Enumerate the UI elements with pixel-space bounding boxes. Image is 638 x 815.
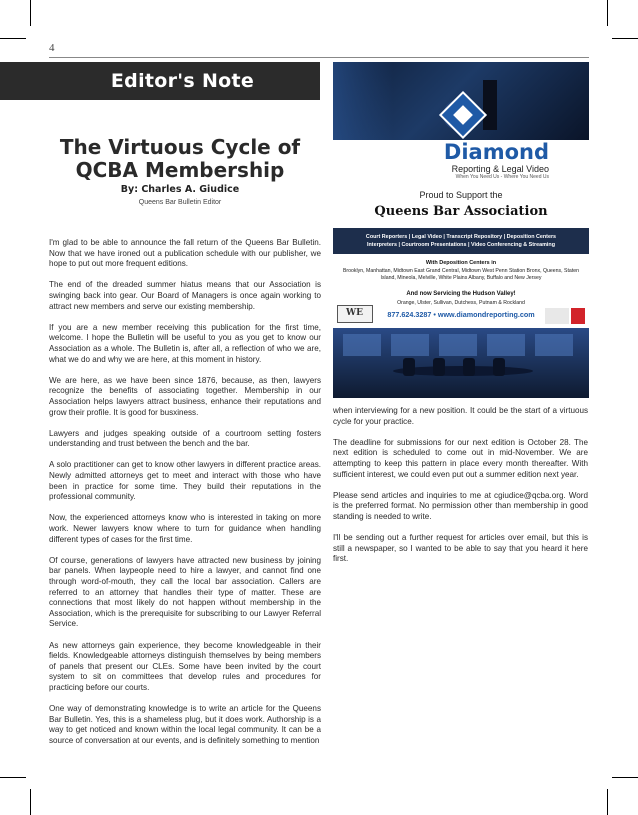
crop-mark (0, 777, 26, 778)
paragraph: If you are a new member receiving this publication for the first time, welcome. I hope the Bulletin will be useful to you as you get to know our Association as a whole. The Bulletin is, after all, a reflection of who we are, what we do and why we are here, at this moment in history. (49, 322, 321, 364)
article-title (40, 136, 320, 182)
ad-depo-title: With Deposition Centers in (425, 260, 497, 266)
ad-brand-tagline: When You Need Us - Where You Need Us (455, 174, 549, 180)
paragraph: As new attorneys gain experience, they become knowledgeable in their fields. Knowledgeable attorneys distinguish themselves by being members of panels that present our CLEs. Some have been invited by the court system to sit on committees that develop rules and procedures for practicing before our courts. (49, 640, 321, 692)
photo-chair (493, 358, 505, 376)
ad-depo-text: Brooklyn, Manhattan, Midtown East Grand Central, Midtown West Penn Station Bronx, Queens, Staten Island, Mineola, Melville, White Plains Albany, Buffalo and New Jersey (342, 268, 580, 281)
ad-contact: 877.624.3287 • www.diamondreporting.com (387, 310, 535, 319)
section-title: Editor's Note (110, 70, 255, 92)
ad-proud-text: Proud to Support the (419, 190, 503, 200)
top-rule (49, 57, 589, 58)
photo-window (391, 334, 429, 356)
paragraph: Now, the experienced attorneys know who is interested in taking on more work. Newer lawyers know where to turn for guidance when handling different types of cases for the first time. (49, 513, 321, 544)
crop-mark (612, 777, 638, 778)
paragraph: Please send articles and inquiries to me at cgiudice@qcba.org. Word is the preferred format. No permission other than membership in good standing is needed to write. (333, 490, 588, 521)
byline-role: Queens Bar Bulletin Editor (138, 199, 222, 206)
page-number: 4 (49, 42, 55, 54)
photo-glow (333, 62, 393, 140)
crop-mark (30, 0, 31, 26)
ad-brand-sub: Reporting & Legal Video (451, 164, 549, 174)
ad-services-bar (333, 228, 589, 254)
article-title-line2: QCBA Membership (75, 158, 285, 182)
diamond-advertisement (333, 62, 589, 398)
crop-mark (607, 789, 608, 815)
ad-association: Queens Bar Association (374, 204, 548, 219)
diamond-logo-inner (453, 105, 473, 125)
photo-chair (463, 358, 475, 376)
partner-logo-text-block (545, 308, 569, 324)
ad-hudson-text: Orange, Ulster, Sullivan, Dutchess, Putnam & Rockland (397, 300, 525, 306)
article-column-left (49, 238, 321, 757)
crop-mark (607, 0, 608, 26)
paragraph: One way of demonstrating knowledge is to write an article for the Queens Bar Bulletin. Yes, this is a shameless plug, but it does work. Authorship is a way to get noticed and known within the local legal community. It can be a source of conversation at our events, and is definitely something to mention (49, 704, 321, 745)
photo-chair (433, 358, 445, 376)
photo-window (343, 334, 381, 356)
paragraph: The end of the dreaded summer hiatus means that our Association is swinging back into gear. Our Board of Managers is once again working to attract new members and serve our existing membership. (49, 280, 321, 311)
paragraph: Lawyers and judges speaking outside of a courtroom setting fosters understanding and trust between the bench and the bar. (49, 428, 321, 449)
ad-services-line2: Interpreters | Courtroom Presentations | Video Conferencing & Streaming (366, 242, 556, 248)
paragraph: The deadline for submissions for our next edition is October 28. The next edition is scheduled to come out in mid-November. We are attempting to keep this pattern in place every month thereafter. With sufficient interest, we could even put out a summer edition next year. (333, 437, 588, 479)
photo-window (487, 334, 525, 356)
article-title-line1: The Virtuous Cycle of (59, 135, 301, 159)
paragraph: A solo practitioner can get to know other lawyers in different practice areas. Newly admitted attorneys get to meet and interact with those who have been in practice for some time. They build their reputations in the professional community. (49, 460, 321, 502)
ad-award-badge-icon (337, 305, 373, 323)
paragraph: Of course, generations of lawyers have attracted new business by joining bar panels. When laypeople need to hire a lawyer, and cannot find one through word-of-mouth, they call the local bar association. Callers are referred to an attorney that handles their type of matter. These are connections that most likely do not happen without membership in the Association, which is the prerequisite for subscribing to our Lawyer Referral Service. (49, 555, 321, 629)
photo-shape (483, 80, 497, 130)
crop-mark (612, 38, 638, 39)
byline: By: Charles A. Giudice (120, 184, 240, 195)
partner-logo-red-block (571, 308, 585, 324)
ad-photo-conference-room (333, 328, 589, 398)
photo-window (439, 334, 477, 356)
paragraph: We are here, as we have been since 1876, because, as then, lawyers recognize the benefits of associating together. Membership in our Association helps lawyers attract business, enhance their reputations and grow their profile. It is good for busxiness. (49, 375, 321, 417)
crop-mark (0, 38, 26, 39)
article-column-right (333, 406, 588, 576)
paragraph: I'll be sending out a further request for articles over email, but this is still a newspaper, so I wanted to be able to say that you heard it here first. (333, 533, 588, 564)
paragraph: I'm glad to be able to announce the fall return of the Queens Bar Bulletin. Now that we have ironed out a publication schedule with our publisher, we hope to put out more frequent editions. (49, 238, 321, 269)
ad-brand: Diamond (443, 140, 549, 164)
paragraph: when interviewing for a new position. It could be the start of a virtuous cycle for your practice. (333, 406, 588, 426)
ad-award-badge-text: WE (346, 308, 363, 318)
ad-partner-logo-icon (545, 308, 585, 324)
photo-window (535, 334, 573, 356)
crop-mark (30, 789, 31, 815)
section-banner-clip (0, 62, 320, 100)
ad-hudson: And now Servicing the Hudson Valley! (406, 291, 516, 297)
photo-chair (403, 358, 415, 376)
ad-services-line1: Court Reporters | Legal Video | Transcript Repository | Deposition Centers (365, 234, 557, 240)
